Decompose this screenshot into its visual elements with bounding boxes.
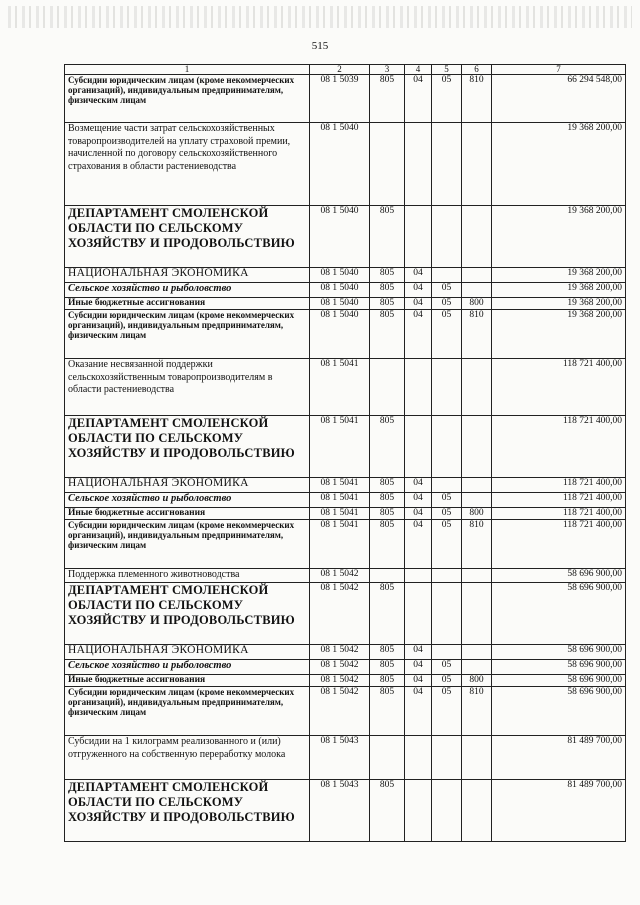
subsection-code: 05 xyxy=(432,283,462,298)
table-row xyxy=(65,268,626,283)
amount: 19 368 200,00 xyxy=(492,123,626,206)
target-code: 08 1 5042 xyxy=(310,675,370,687)
target-code: 08 1 5041 xyxy=(310,416,370,478)
subsection-code: 05 xyxy=(432,687,462,736)
ministry-code: 805 xyxy=(370,645,405,660)
expense-type-code xyxy=(462,645,492,660)
ministry-code: 805 xyxy=(370,298,405,310)
subsection-code xyxy=(432,416,462,478)
amount: 118 721 400,00 xyxy=(492,520,626,569)
expense-type-code: 810 xyxy=(462,520,492,569)
expense-type-code: 810 xyxy=(462,687,492,736)
subsection-code xyxy=(432,123,462,206)
section-code xyxy=(405,416,432,478)
ministry-code: 805 xyxy=(370,478,405,493)
target-code: 08 1 5042 xyxy=(310,660,370,675)
section-code xyxy=(405,206,432,268)
row-name: Субсидии юридическим лицам (кроме некоммерческих организаций), индивидуальным предпринимателям, физическим лицам xyxy=(65,520,310,569)
table-row xyxy=(65,298,626,310)
subsection-code xyxy=(432,268,462,283)
row-name: НАЦИОНАЛЬНАЯ ЭКОНОМИКА xyxy=(65,645,310,660)
ministry-code: 805 xyxy=(370,268,405,283)
subsection-code: 05 xyxy=(432,493,462,508)
expense-type-code xyxy=(462,736,492,780)
amount: 66 294 548,00 xyxy=(492,75,626,123)
ministry-code: 805 xyxy=(370,416,405,478)
expense-type-code: 810 xyxy=(462,75,492,123)
row-name: Возмещение части затрат сельскохозяйственных товаропроизводителей на уплату страховой премии, начисленной по договору сельскохозяйственного страхования в области растениеводства xyxy=(65,123,310,206)
table-row xyxy=(65,583,626,645)
amount: 81 489 700,00 xyxy=(492,780,626,842)
table-row xyxy=(65,569,626,583)
row-name: Субсидии юридическим лицам (кроме некоммерческих организаций), индивидуальным предпринимателям, физическим лицам xyxy=(65,75,310,123)
target-code: 08 1 5040 xyxy=(310,283,370,298)
ministry-code: 805 xyxy=(370,283,405,298)
table-row xyxy=(65,675,626,687)
col-header-1: 1 xyxy=(65,65,310,75)
expense-type-code xyxy=(462,359,492,416)
section-code: 04 xyxy=(405,75,432,123)
subsection-code xyxy=(432,780,462,842)
col-header-6: 6 xyxy=(462,65,492,75)
target-code: 08 1 5040 xyxy=(310,123,370,206)
row-name: Оказание несвязанной поддержки сельскохозяйственным товаропроизводителям в области растениеводства xyxy=(65,359,310,416)
target-code: 08 1 5042 xyxy=(310,583,370,645)
target-code: 08 1 5041 xyxy=(310,508,370,520)
row-name: ДЕПАРТАМЕНТ СМОЛЕНСКОЙ ОБЛАСТИ ПО СЕЛЬСКОМУ ХОЗЯЙСТВУ И ПРОДОВОЛЬСТВИЮ xyxy=(65,416,310,478)
subsection-code xyxy=(432,736,462,780)
section-code: 04 xyxy=(405,687,432,736)
target-code: 08 1 5041 xyxy=(310,478,370,493)
target-code: 08 1 5040 xyxy=(310,268,370,283)
page-number: 515 xyxy=(311,40,329,52)
expense-type-code xyxy=(462,478,492,493)
table-row xyxy=(65,123,626,206)
section-code xyxy=(405,736,432,780)
row-name: Сельское хозяйство и рыболовство xyxy=(65,493,310,508)
ministry-code xyxy=(370,736,405,780)
col-header-2: 2 xyxy=(310,65,370,75)
amount: 58 696 900,00 xyxy=(492,583,626,645)
expense-type-code: 800 xyxy=(462,675,492,687)
table-row xyxy=(65,645,626,660)
subsection-code: 05 xyxy=(432,298,462,310)
target-code: 08 1 5043 xyxy=(310,780,370,842)
amount: 118 721 400,00 xyxy=(492,359,626,416)
expense-type-code xyxy=(462,268,492,283)
section-code xyxy=(405,123,432,206)
expense-type-code xyxy=(462,780,492,842)
section-code: 04 xyxy=(405,660,432,675)
table-row xyxy=(65,416,626,478)
ministry-code: 805 xyxy=(370,583,405,645)
ministry-code: 805 xyxy=(370,675,405,687)
amount: 58 696 900,00 xyxy=(492,687,626,736)
expense-type-code xyxy=(462,569,492,583)
table-row xyxy=(65,478,626,493)
table-row xyxy=(65,206,626,268)
amount: 58 696 900,00 xyxy=(492,569,626,583)
budget-table xyxy=(64,64,626,842)
row-name: НАЦИОНАЛЬНАЯ ЭКОНОМИКА xyxy=(65,478,310,493)
ministry-code: 805 xyxy=(370,75,405,123)
section-code xyxy=(405,359,432,416)
row-name: ДЕПАРТАМЕНТ СМОЛЕНСКОЙ ОБЛАСТИ ПО СЕЛЬСКОМУ ХОЗЯЙСТВУ И ПРОДОВОЛЬСТВИЮ xyxy=(65,583,310,645)
section-code: 04 xyxy=(405,675,432,687)
ministry-code: 805 xyxy=(370,310,405,359)
row-name: Иные бюджетные ассигнования xyxy=(65,298,310,310)
table-row xyxy=(65,75,626,123)
table-row xyxy=(65,508,626,520)
amount: 118 721 400,00 xyxy=(492,478,626,493)
ministry-code: 805 xyxy=(370,660,405,675)
subsection-code: 05 xyxy=(432,508,462,520)
section-code xyxy=(405,569,432,583)
expense-type-code xyxy=(462,206,492,268)
subsection-code xyxy=(432,478,462,493)
expense-type-code xyxy=(462,493,492,508)
expense-type-code: 800 xyxy=(462,508,492,520)
table-row xyxy=(65,687,626,736)
subsection-code xyxy=(432,645,462,660)
section-code: 04 xyxy=(405,310,432,359)
section-code: 04 xyxy=(405,645,432,660)
target-code: 08 1 5041 xyxy=(310,359,370,416)
col-header-7: 7 xyxy=(492,65,626,75)
row-name: Поддержка племенного животноводства xyxy=(65,569,310,583)
amount: 19 368 200,00 xyxy=(492,283,626,298)
scan-header-noise xyxy=(8,6,632,28)
table-row xyxy=(65,520,626,569)
section-code: 04 xyxy=(405,283,432,298)
subsection-code: 05 xyxy=(432,660,462,675)
col-header-4: 4 xyxy=(405,65,432,75)
expense-type-code xyxy=(462,660,492,675)
section-code: 04 xyxy=(405,520,432,569)
amount: 58 696 900,00 xyxy=(492,660,626,675)
table-row xyxy=(65,660,626,675)
subsection-code xyxy=(432,569,462,583)
subsection-code: 05 xyxy=(432,75,462,123)
amount: 19 368 200,00 xyxy=(492,206,626,268)
table-row xyxy=(65,780,626,842)
ministry-code: 805 xyxy=(370,493,405,508)
table-row xyxy=(65,359,626,416)
subsection-code: 05 xyxy=(432,675,462,687)
row-name: ДЕПАРТАМЕНТ СМОЛЕНСКОЙ ОБЛАСТИ ПО СЕЛЬСКОМУ ХОЗЯЙСТВУ И ПРОДОВОЛЬСТВИЮ xyxy=(65,780,310,842)
target-code: 08 1 5040 xyxy=(310,206,370,268)
ministry-code: 805 xyxy=(370,520,405,569)
ministry-code: 805 xyxy=(370,687,405,736)
section-code xyxy=(405,780,432,842)
expense-type-code xyxy=(462,283,492,298)
row-name: Субсидии юридическим лицам (кроме некоммерческих организаций), индивидуальным предпринимателям, физическим лицам xyxy=(65,310,310,359)
col-header-3: 3 xyxy=(370,65,405,75)
target-code: 08 1 5039 xyxy=(310,75,370,123)
amount: 118 721 400,00 xyxy=(492,493,626,508)
amount: 58 696 900,00 xyxy=(492,645,626,660)
ministry-code: 805 xyxy=(370,508,405,520)
target-code: 08 1 5041 xyxy=(310,520,370,569)
ministry-code xyxy=(370,359,405,416)
table-row xyxy=(65,493,626,508)
row-name: Сельское хозяйство и рыболовство xyxy=(65,660,310,675)
section-code: 04 xyxy=(405,298,432,310)
row-name: НАЦИОНАЛЬНАЯ ЭКОНОМИКА xyxy=(65,268,310,283)
row-name: Субсидии юридическим лицам (кроме некоммерческих организаций), индивидуальным предпринимателям, физическим лицам xyxy=(65,687,310,736)
ministry-code: 805 xyxy=(370,780,405,842)
row-name: Иные бюджетные ассигнования xyxy=(65,508,310,520)
amount: 19 368 200,00 xyxy=(492,310,626,359)
target-code: 08 1 5042 xyxy=(310,645,370,660)
row-name: ДЕПАРТАМЕНТ СМОЛЕНСКОЙ ОБЛАСТИ ПО СЕЛЬСКОМУ ХОЗЯЙСТВУ И ПРОДОВОЛЬСТВИЮ xyxy=(65,206,310,268)
col-header-5: 5 xyxy=(432,65,462,75)
ministry-code xyxy=(370,123,405,206)
ministry-code xyxy=(370,569,405,583)
subsection-code: 05 xyxy=(432,520,462,569)
section-code: 04 xyxy=(405,493,432,508)
ministry-code: 805 xyxy=(370,206,405,268)
expense-type-code xyxy=(462,416,492,478)
section-code xyxy=(405,583,432,645)
amount: 19 368 200,00 xyxy=(492,268,626,283)
amount: 118 721 400,00 xyxy=(492,416,626,478)
target-code: 08 1 5041 xyxy=(310,493,370,508)
table-row xyxy=(65,310,626,359)
expense-type-code: 810 xyxy=(462,310,492,359)
target-code: 08 1 5042 xyxy=(310,687,370,736)
target-code: 08 1 5042 xyxy=(310,569,370,583)
target-code: 08 1 5043 xyxy=(310,736,370,780)
amount: 19 368 200,00 xyxy=(492,298,626,310)
amount: 81 489 700,00 xyxy=(492,736,626,780)
section-code: 04 xyxy=(405,478,432,493)
expense-type-code xyxy=(462,583,492,645)
amount: 118 721 400,00 xyxy=(492,508,626,520)
expense-type-code: 800 xyxy=(462,298,492,310)
expense-type-code xyxy=(462,123,492,206)
subsection-code: 05 xyxy=(432,310,462,359)
section-code: 04 xyxy=(405,508,432,520)
row-name: Иные бюджетные ассигнования xyxy=(65,675,310,687)
subsection-code xyxy=(432,583,462,645)
column-number-row xyxy=(65,65,626,75)
section-code: 04 xyxy=(405,268,432,283)
table-row xyxy=(65,736,626,780)
target-code: 08 1 5040 xyxy=(310,310,370,359)
target-code: 08 1 5040 xyxy=(310,298,370,310)
table-row xyxy=(65,283,626,298)
subsection-code xyxy=(432,359,462,416)
amount: 58 696 900,00 xyxy=(492,675,626,687)
row-name: Сельское хозяйство и рыболовство xyxy=(65,283,310,298)
subsection-code xyxy=(432,206,462,268)
row-name: Субсидии на 1 килограмм реализованного и (или) отгруженного на собственную переработку молока xyxy=(65,736,310,780)
